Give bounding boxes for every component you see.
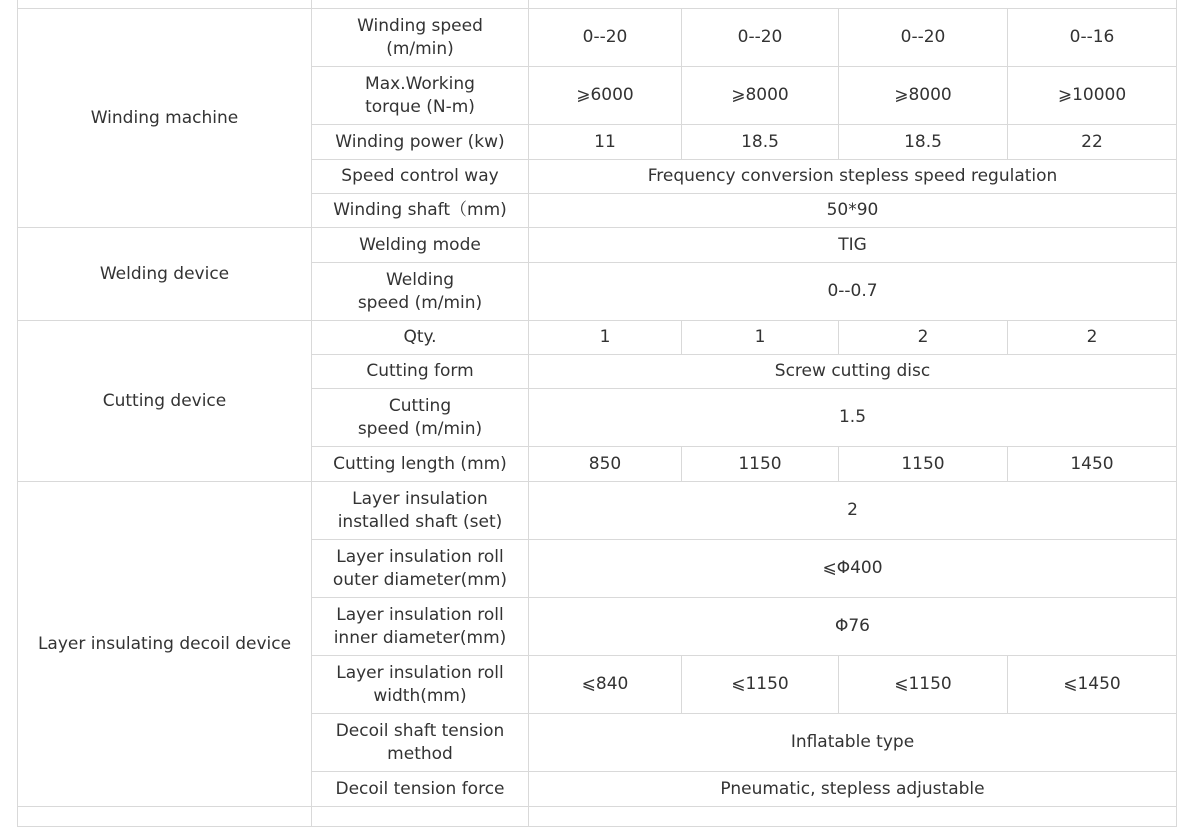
table-row [18,482,1177,540]
table-cell: 2 [1008,321,1177,355]
table-cell: 1 [682,321,839,355]
row-label-welding-mode: Welding mode [312,228,529,263]
table-cell: ⩽1150 [682,656,839,714]
table-cell: 0--16 [1008,9,1177,67]
table-row [18,9,1177,67]
section-layer-insulating-decoil-device: Layer insulating decoil device [18,482,312,807]
section-cutting-device: Cutting device [18,321,312,482]
row-label-roll-outer-diameter: Layer insulation roll outer diameter(mm) [312,540,529,598]
table-cell: Frequency conversion stepless speed regulation [529,160,1177,194]
table-cell [529,0,1177,9]
row-label-cutting-form: Cutting form [312,355,529,389]
table-cell: 1.5 [529,389,1177,447]
table-cell: 1150 [839,447,1008,482]
row-label-tension-force: Decoil tension force [312,772,529,807]
table-cell: 1150 [682,447,839,482]
table-cell: 0--20 [529,9,682,67]
table-cell: ⩾6000 [529,67,682,125]
table-cell: ⩾8000 [682,67,839,125]
row-label-roll-inner-diameter: Layer insulation roll inner diameter(mm) [312,598,529,656]
table-cell: Inflatable type [529,714,1177,772]
row-label-tension-method: Decoil shaft tension method [312,714,529,772]
table-cell: 2 [529,482,1177,540]
table-cell: 0--0.7 [529,263,1177,321]
table-cell: 50*90 [529,194,1177,228]
row-label-speed-control: Speed control way [312,160,529,194]
table-cell [312,0,529,9]
table-cell: 18.5 [839,125,1008,160]
table-cell: ⩽Φ400 [529,540,1177,598]
row-label-max-torque: Max.Working torque (N-m) [312,67,529,125]
table-cell: Pneumatic, stepless adjustable [529,772,1177,807]
table-row [18,0,1177,9]
table-cell: ⩽840 [529,656,682,714]
table-cell [529,807,1177,827]
table-cell: 11 [529,125,682,160]
row-label-cutting-speed: Cutting speed (m/min) [312,389,529,447]
table-row [18,228,1177,263]
table-cell: 18.5 [682,125,839,160]
table-cell: ⩾8000 [839,67,1008,125]
table-cell: 1450 [1008,447,1177,482]
row-label-cutting-length: Cutting length (mm) [312,447,529,482]
spec-table [17,0,1177,827]
table-cell: ⩾10000 [1008,67,1177,125]
table-cell: TIG [529,228,1177,263]
table-cell: 2 [839,321,1008,355]
section-winding-machine: Winding machine [18,9,312,228]
row-label-qty: Qty. [312,321,529,355]
table-cell [18,0,312,9]
table-cell: 850 [529,447,682,482]
row-label-roll-width: Layer insulation roll width(mm) [312,656,529,714]
table-cell [312,807,529,827]
table-row [18,321,1177,355]
table-cell: Φ76 [529,598,1177,656]
table-cell: Screw cutting disc [529,355,1177,389]
row-label-winding-speed: Winding speed (m/min) [312,9,529,67]
table-cell: 0--20 [682,9,839,67]
table-cell: 22 [1008,125,1177,160]
table-cell [18,807,312,827]
row-label-welding-speed: Welding speed (m/min) [312,263,529,321]
section-welding-device: Welding device [18,228,312,321]
table-cell: ⩽1150 [839,656,1008,714]
table-row [18,807,1177,827]
row-label-winding-shaft: Winding shaft（mm) [312,194,529,228]
table-cell: 1 [529,321,682,355]
table-cell: ⩽1450 [1008,656,1177,714]
row-label-winding-power: Winding power (kw) [312,125,529,160]
row-label-insulation-shaft: Layer insulation installed shaft (set) [312,482,529,540]
table-cell: 0--20 [839,9,1008,67]
